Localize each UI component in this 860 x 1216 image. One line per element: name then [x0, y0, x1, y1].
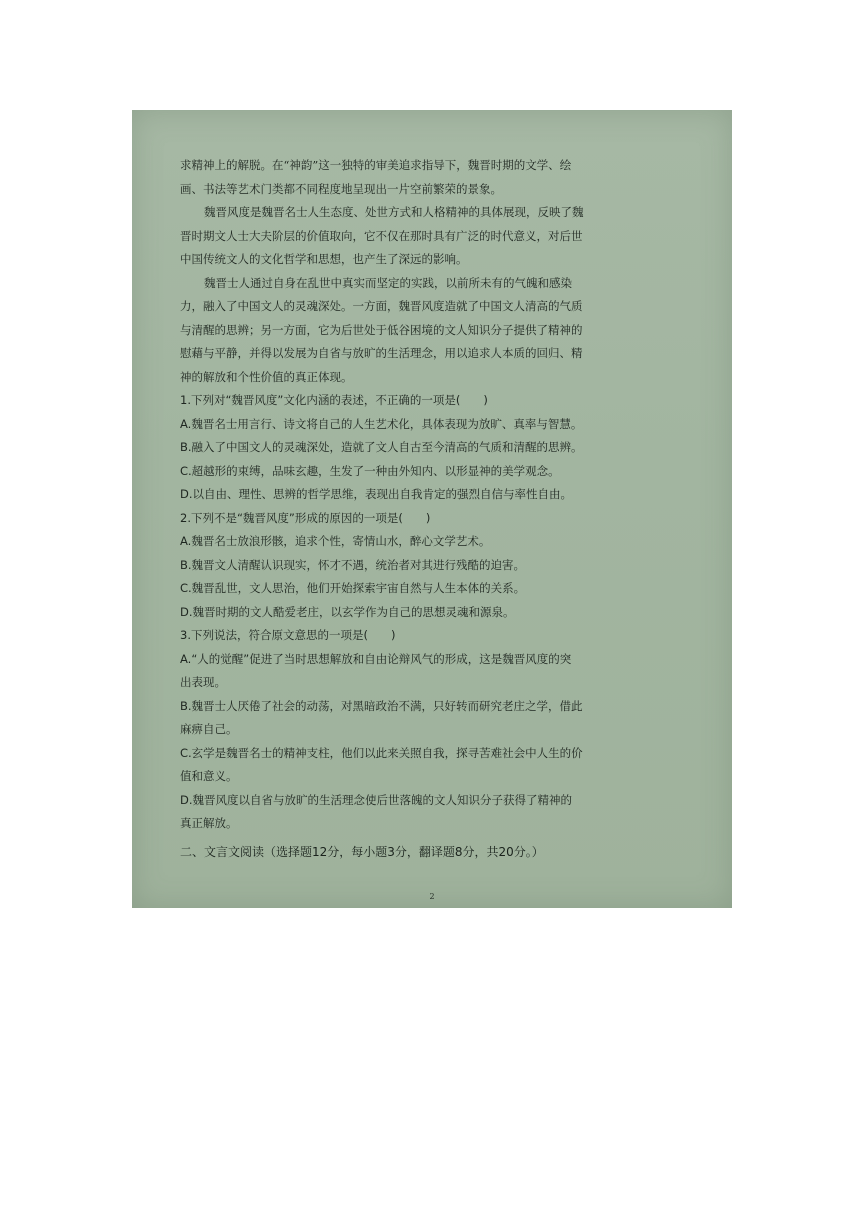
question-stem: 2.下列不是“魏晋风度”形成的原因的一项是( )	[180, 510, 431, 525]
question-option: B.融入了中国文人的灵魂深处，造就了文人自古至今清高的气质和清醒的思辨。	[180, 440, 583, 454]
page-number: 2	[429, 892, 435, 901]
passage-line: 神的解放和个性价值的真正体现。	[180, 369, 353, 384]
question-1	[180, 389, 708, 507]
question-3	[180, 624, 708, 836]
passage-line: 慰藉与平静，并得以发展为自省与放旷的生活理念，用以追求人本质的回归、精	[180, 346, 583, 360]
question-option: C.超越形的束缚，品味玄趣，生发了一种由外知内、以形显神的美学观念。	[180, 463, 560, 478]
question-option: 真正解放。	[180, 816, 238, 830]
question-option: D.以自由、理性、思辨的哲学思维，表现出自我肯定的强烈自信与率性自由。	[180, 487, 573, 501]
question-stem: 1.下列对“魏晋风度”文化内涵的表述，不正确的一项是( )	[180, 393, 488, 407]
passage-line: 魏晋士人通过自身在乱世中真实而坚定的实践，以前所未有的气魄和感染	[204, 275, 572, 290]
question-stem: 3.下列说法，符合原文意思的一项是( )	[180, 628, 396, 642]
passage	[180, 154, 708, 389]
question-option: D.魏晋时期的文人酷爱老庄，以玄学作为自己的思想灵魂和源泉。	[180, 604, 515, 619]
passage-line: 魏晋风度是魏晋名士人生态度、处世方式和人格精神的具体展现，反映了魏	[204, 205, 584, 219]
passage-line: 求精神上的解脱。在“神韵”这一独特的审美追求指导下，魏晋时期的文学、绘	[180, 158, 572, 172]
question-option: C.玄学是魏晋名士的精神支柱，他们以此来关照自我，探寻苦难社会中人生的价	[180, 745, 583, 760]
question-option: A.“人的觉醒”促进了当时思想解放和自由论辩风气的形成，这是魏晋风度的突	[180, 651, 572, 666]
question-option: B.魏晋文人清醒认识现实，怀才不遇，统治者对其进行残酷的迫害。	[180, 557, 526, 572]
question-2	[180, 507, 708, 625]
question-option: A.魏晋名士放浪形骸，追求个性，寄情山水，醉心文学艺术。	[180, 534, 491, 548]
passage-line: 画、书法等艺术门类都不同程度地呈现出一片空前繁荣的景象。	[180, 181, 502, 196]
question-option: D.魏晋风度以自省与放旷的生活理念使后世落魄的文人知识分子获得了精神的	[180, 792, 573, 807]
passage-line: 中国传统文人的文化哲学和思想，也产生了深远的影响。	[180, 252, 468, 266]
page-content	[180, 154, 708, 836]
question-option: A.魏晋名士用言行、诗文将自己的人生艺术化，具体表现为放旷、真率与智慧。	[180, 416, 583, 431]
passage-line: 晋时期文人士大夫阶层的价值取向，它不仅在那时具有广泛的时代意义，对后世	[180, 228, 583, 243]
question-option: 出表现。	[180, 675, 226, 689]
scanned-page	[132, 110, 732, 908]
section-heading: 二、文言文阅读（选择题12分，每小题3分，翻译题8分，共20分。）	[180, 845, 544, 859]
question-option: 值和意义。	[180, 769, 238, 783]
passage-line: 与清醒的思辨；另一方面，它为后世处于低谷困境的文人知识分子提供了精神的	[180, 322, 583, 337]
question-option: B.魏晋士人厌倦了社会的动荡，对黑暗政治不满，只好转而研究老庄之学，借此	[180, 698, 583, 713]
question-option: 麻痹自己。	[180, 722, 238, 736]
question-option: C.魏晋乱世，文人思治，他们开始探索宇宙自然与人生本体的关系。	[180, 581, 526, 595]
passage-line: 力，融入了中国文人的灵魂深处。一方面，魏晋风度造就了中国文人清高的气质	[180, 299, 583, 313]
